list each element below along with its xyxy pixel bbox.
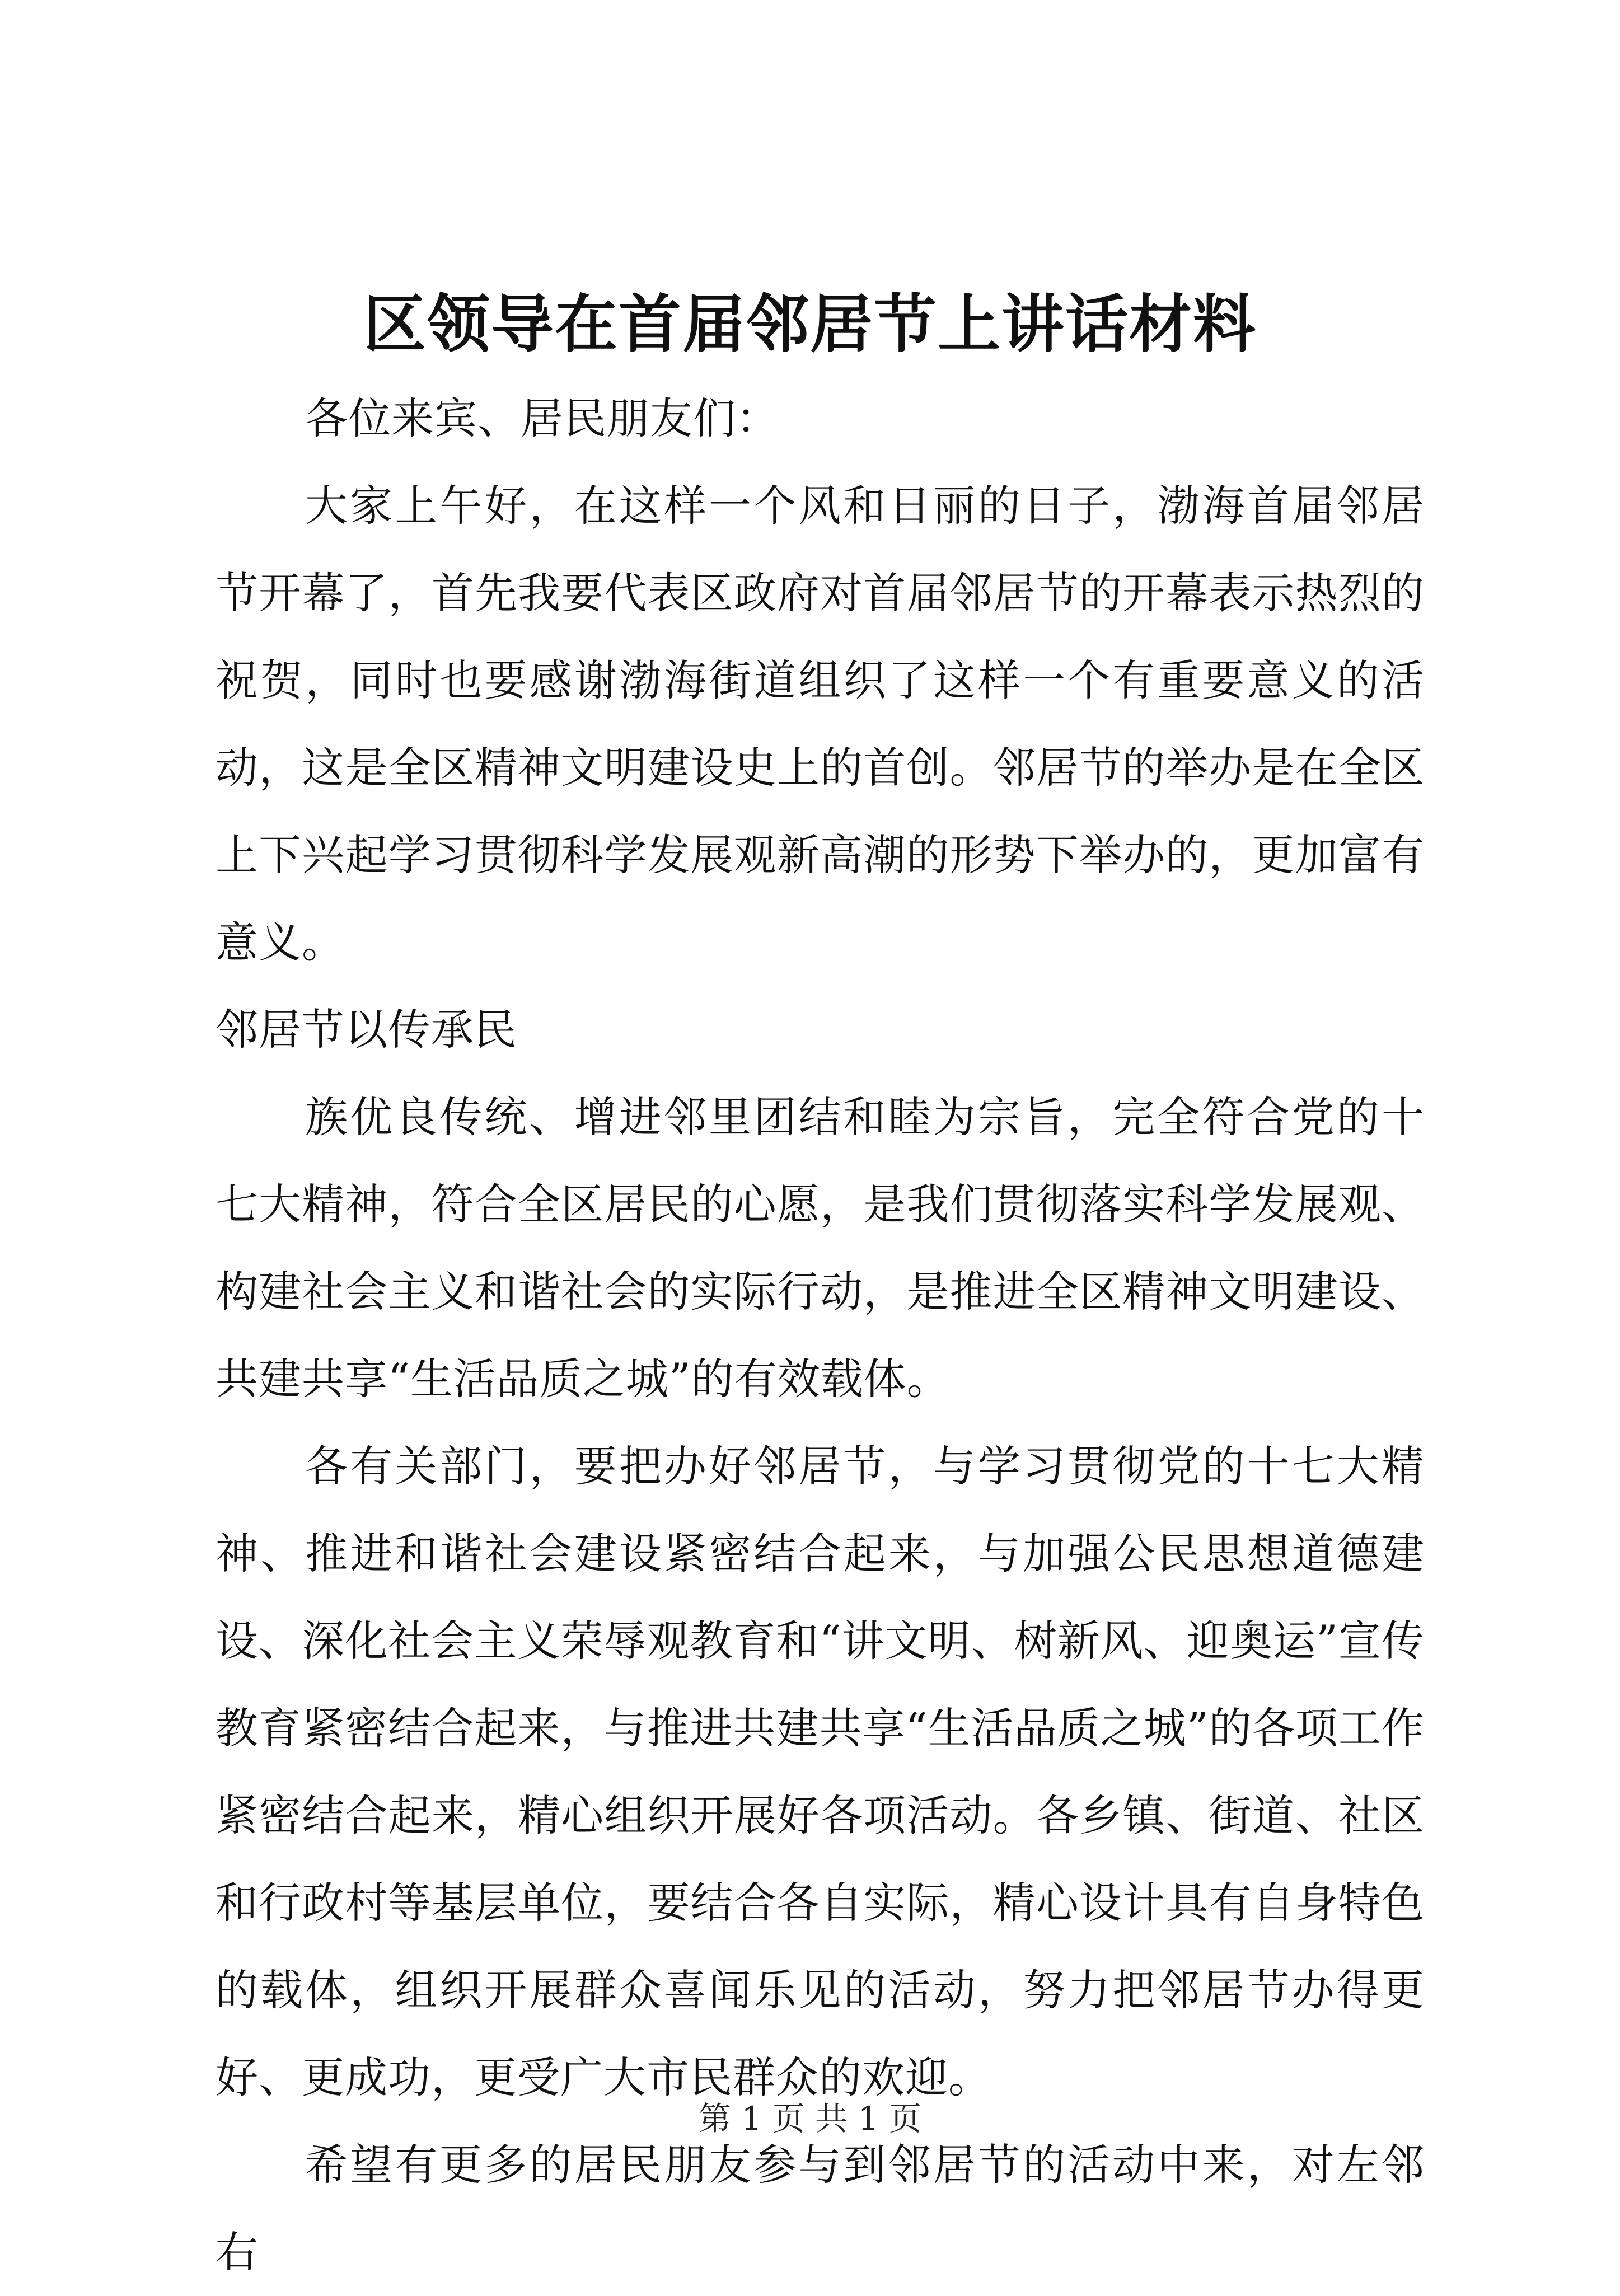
- document-body: [216, 375, 1425, 2296]
- paragraph-fragment: 邻居节以传承民: [216, 1005, 517, 1055]
- paragraph-departments: 各有关部门，要把办好邻居节，与学习贯彻党的十七大精神、推进和谐社会建设紧密结合起来，与加强公民思想道德建设、深化社会主义荣辱观教育和“讲文明、树新风、迎奥运”宣传教育紧密结合起来，与推进共建共享“生活品质之城”的各项工作紧密结合起来，精心组织开展好各项活动。各乡镇、街道、社区和行政村等基层单位，要结合各自实际，精心设计具有自身特色的载体，组织开展群众喜闻乐见的活动，努力把邻居节办得更好、更成功，更受广大市民群众的欢迎。: [216, 1441, 1425, 2102]
- paragraph-purpose: 族优良传统、增进邻里团结和睦为宗旨，完全符合党的十七大精神，符合全区居民的心愿，是我们贯彻落实科学发展观、构建社会主义和谐社会的实际行动，是推进全区精神文明建设、共建共享“生活品质之城”的有效载体。: [216, 1092, 1425, 1404]
- paragraph-opening: 大家上午好，在这样一个风和日丽的日子，渤海首届邻居节开幕了，首先我要代表区政府对首届邻居节的开幕表示热烈的祝贺，同时也要感谢渤海街道组织了这样一个有重要意义的活动，这是全区精神文明建设史上的首创。邻居节的举办是在全区上下兴起学习贯彻科学发展观新高潮的形势下举办的，更加富有意义。: [216, 481, 1425, 967]
- paragraph-hope: 希望有更多的居民朋友参与到邻居节的活动中来，对左邻右: [216, 2140, 1425, 2277]
- paragraph-greeting: 各位来宾、居民朋友们：: [305, 393, 779, 443]
- page-number-footer: 第 1 页 共 1 页: [699, 2100, 921, 2138]
- document-title: 区领导在首届邻居节上讲话材料: [363, 288, 1257, 361]
